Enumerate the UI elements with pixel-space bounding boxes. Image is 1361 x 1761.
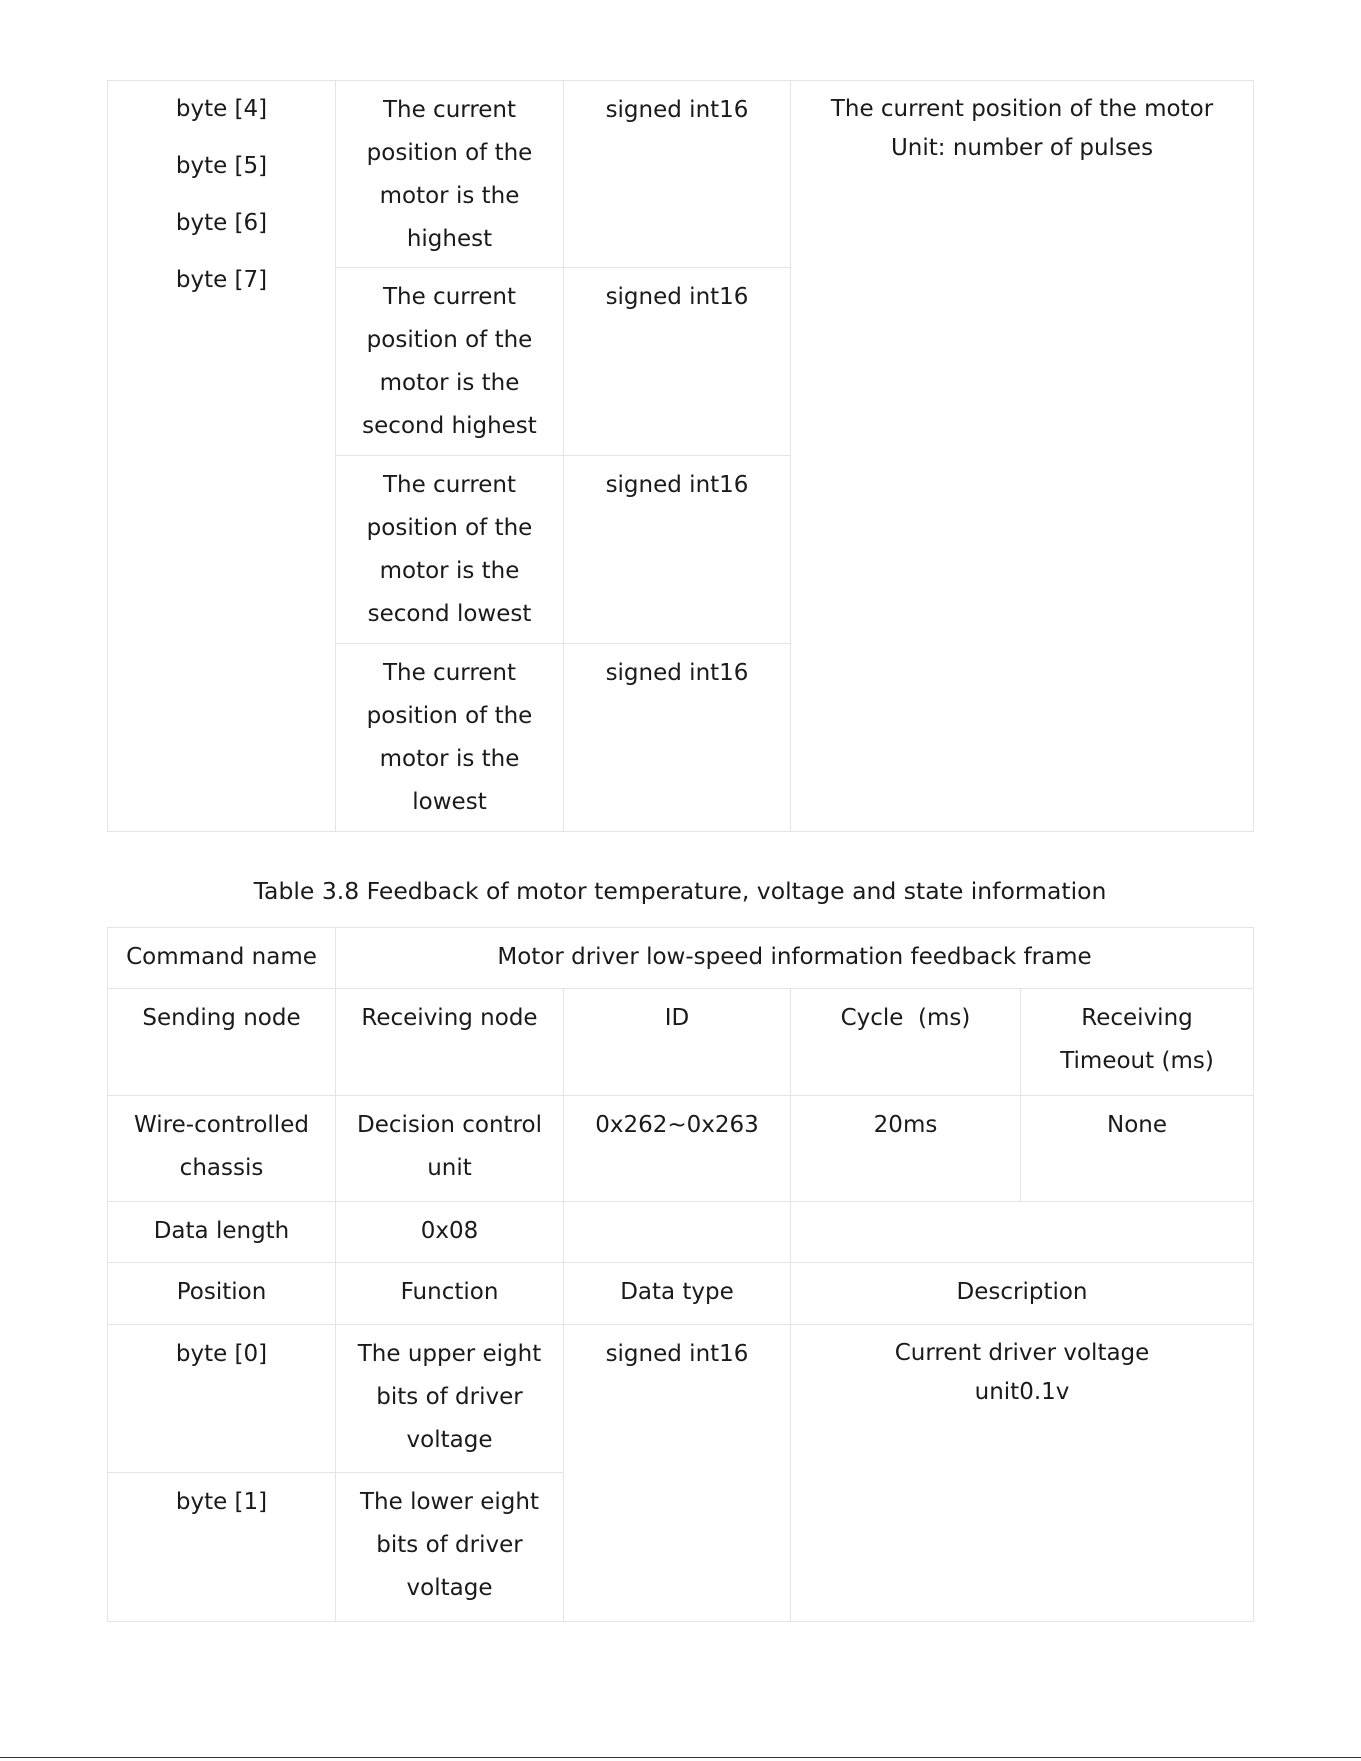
- description-unit: Unit: number of pulses: [890, 135, 1154, 161]
- description-cell: [791, 81, 1254, 832]
- function-cell: The lower eight bits of driver voltage: [336, 1473, 564, 1622]
- position-byte-6: byte [6]: [175, 210, 268, 236]
- function-cell: The current position of the motor is the highest: [336, 81, 564, 268]
- data-length-label: Data length: [108, 1202, 336, 1263]
- description-line: Current driver voltage: [894, 1340, 1150, 1366]
- value-sending-node: Wire-controlled chassis: [108, 1096, 336, 1202]
- motor-position-table: [107, 80, 1254, 832]
- col-header-position: Position: [108, 1263, 336, 1325]
- value-receiving-node: Decision control unit: [336, 1096, 564, 1202]
- data-type-cell: signed int16: [564, 456, 791, 644]
- command-name-value: Motor driver low-speed information feedback frame: [336, 928, 1254, 989]
- table-caption: Table 3.8 Feedback of motor temperature, voltage and state information: [253, 877, 1107, 905]
- position-byte-1: byte [1]: [108, 1473, 336, 1622]
- function-cell: The current position of the motor is the lowest: [336, 644, 564, 832]
- col-header-description: Description: [791, 1263, 1254, 1325]
- col-header-function: Function: [336, 1263, 564, 1325]
- position-byte-4: byte [4]: [175, 96, 268, 122]
- data-type-cell: signed int16: [564, 81, 791, 268]
- command-name-label: Command name: [108, 928, 336, 989]
- description-unit: unit0.1v: [974, 1379, 1070, 1405]
- position-byte-0: byte [0]: [108, 1325, 336, 1473]
- header-cycle: Cycle (ms): [791, 989, 1021, 1096]
- value-cycle: 20ms: [791, 1096, 1021, 1202]
- data-type-cell: signed int16: [564, 268, 791, 456]
- empty-cell: [791, 1202, 1254, 1263]
- motor-feedback-table: [107, 927, 1254, 1622]
- header-receiving-node: Receiving node: [336, 989, 564, 1096]
- data-type-cell: signed int16: [564, 644, 791, 832]
- header-sending-node: Sending node: [108, 989, 336, 1096]
- description-line: The current position of the motor: [830, 96, 1214, 122]
- function-cell: The current position of the motor is the second highest: [336, 268, 564, 456]
- value-receiving-timeout: None: [1021, 1096, 1254, 1202]
- data-type-cell: signed int16: [564, 1325, 791, 1622]
- position-byte-7: byte [7]: [175, 267, 268, 293]
- description-cell: [791, 1325, 1254, 1622]
- page-footer-mark: [1222, 1757, 1235, 1758]
- header-receiving-timeout: Receiving Timeout (ms): [1021, 989, 1254, 1096]
- function-cell: The current position of the motor is the second lowest: [336, 456, 564, 644]
- header-id: ID: [564, 989, 791, 1096]
- data-length-value: 0x08: [336, 1202, 564, 1263]
- position-byte-5: byte [5]: [175, 153, 268, 179]
- empty-cell: [564, 1202, 791, 1263]
- value-id: 0x262~0x263: [564, 1096, 791, 1202]
- position-cell: [108, 81, 336, 832]
- col-header-data-type: Data type: [564, 1263, 791, 1325]
- function-cell: The upper eight bits of driver voltage: [336, 1325, 564, 1473]
- page-footer-rule: [0, 1757, 1361, 1758]
